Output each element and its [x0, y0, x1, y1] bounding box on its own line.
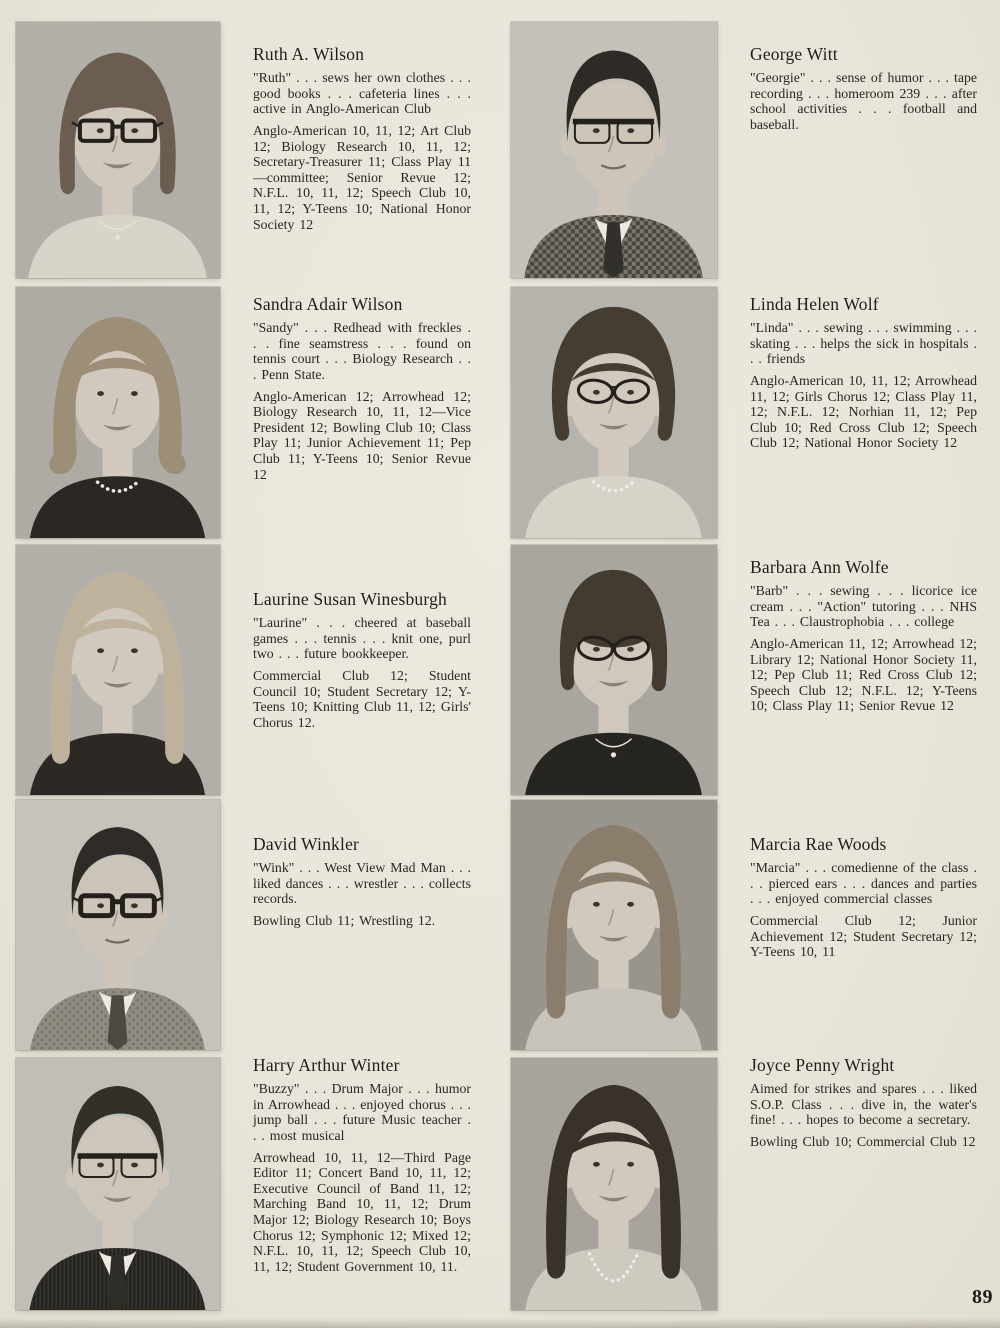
student-name: Laurine Susan Winesburgh [253, 589, 447, 609]
student-quote: Aimed for strikes and spares . . . liked S.O.P. Class . . . dive in, the water's fine! . . . hopes to become a secretary. [750, 1081, 977, 1128]
photo-linda-helen-wolf [511, 287, 717, 538]
student-name: Ruth A. Wilson [253, 44, 365, 64]
student-quote: "Wink" . . . West View Mad Man . . . liked dances . . . wrestler . . . collects records. [253, 860, 471, 907]
student-text-block [253, 295, 471, 482]
student-activities: Arrowhead 10, 11, 12—Third Page Editor 11; Concert Band 10, 11, 12; Executive Council of Band 11, 12; Marching Band 10, 11, 12; Drum Major 12; Biology Research 10; Boys Chorus 12; Symphonic 12; Mixed 12; N.F.L. 10, 11, 12; Speech Club 10, 11, 12; Student Government 10, 11. [253, 1149, 471, 1274]
student-quote: "Sandy" . . . Redhead with freckles . . . fine seamstress . . . found on tennis court . . . Biology Research . . . Penn State. [253, 320, 471, 383]
photo-david-winkler [16, 800, 220, 1050]
photo-joyce-penny-wright [511, 1058, 717, 1310]
student-activities: Commercial Club 12; Student Council 10; Student Secretary 12; Y-Teens 10; Knitting Club 11, 12; Girls' Chorus 12. [253, 668, 471, 730]
student-quote: "Ruth" . . . sews her own clothes . . . good books . . . cafeteria lines . . . active in Anglo-American Club [253, 70, 471, 117]
student-name: David Winkler [253, 834, 360, 854]
student-quote: "Buzzy" . . . Drum Major . . . humor in Arrowhead . . . enjoyed chorus . . . jump ball . . . future Music teacher . . . most musical [253, 1081, 471, 1144]
student-text-block [253, 45, 471, 232]
student-text-block [750, 835, 977, 960]
student-text-block [750, 45, 977, 133]
photo-laurine-susan-winesburgh [16, 545, 220, 795]
photo-marcia-rae-woods [511, 800, 717, 1050]
student-name: Barbara Ann Wolfe [750, 557, 889, 577]
student-activities: Anglo-American 11, 12; Arrowhead 12; Library 12; National Honor Society 11, 12; Pep Club 11; Red Cross Club 12; Speech Club 12; N.F.L. 12; Y-Teens 10; Class Play 11; Senior Revue 12 [750, 636, 977, 714]
photo-barbara-ann-wolfe [511, 545, 717, 795]
student-text-block [750, 558, 977, 714]
student-quote: "Georgie" . . . sense of humor . . . tape recording . . . homeroom 239 . . . after school activities . . . football and baseball. [750, 70, 977, 133]
student-quote: "Marcia" . . . comedienne of the class . . . pierced ears . . . dances and parties . . . enjoyed commercial classes [750, 860, 977, 907]
photo-george-witt [511, 22, 717, 278]
student-name: Joyce Penny Wright [750, 1055, 895, 1075]
student-text-block [253, 590, 471, 730]
student-name: George Witt [750, 44, 838, 64]
student-quote: "Laurine" . . . cheered at baseball games . . . tennis . . . knit one, purl two . . . future bookkeeper. [253, 615, 471, 662]
student-quote: "Linda" . . . sewing . . . swimming . . . skating . . . helps the sick in hospitals . . . friends [750, 320, 977, 367]
student-name: Sandra Adair Wilson [253, 294, 403, 314]
student-text-block [750, 1056, 977, 1150]
student-name: Linda Helen Wolf [750, 294, 879, 314]
student-activities: Commercial Club 12; Junior Achievement 12; Student Secretary 12; Y-Teens 10, 11 [750, 913, 977, 960]
student-activities: Anglo-American 10, 11, 12; Art Club 12; Biology Research 10, 11, 12; Secretary-Treasurer 11; Class Play 11—committee; Senior Revue 12; N.F.L. 10, 11, 12; Speech Club 10, 11, 12; Y-Teens 10; National Honor Society 12 [253, 123, 471, 232]
student-activities: Bowling Club 10; Commercial Club 12 [750, 1134, 976, 1150]
student-activities: Bowling Club 11; Wrestling 12. [253, 913, 436, 929]
student-activities: Anglo-American 10, 11, 12; Arrowhead 11, 12; Girls Chorus 12; Class Play 11, 12; N.F.L. 12; Norhian 11, 12; Pep Club 10; Red Cross Club 12; Speech Club 12; National Honor Society 12 [750, 373, 977, 451]
student-activities: Anglo-American 12; Arrowhead 12; Biology Research 10, 11, 12—Vice President 12; Bowling Club 10; Class Play 11; Junior Achievement 11; Pep Club 11; Y-Teens 10; Senior Revue 12 [253, 388, 471, 482]
student-text-block [253, 835, 471, 929]
page-number: 89 [972, 1286, 993, 1308]
photo-ruth-a-wilson [16, 22, 220, 278]
student-text-block [750, 295, 977, 451]
student-name: Marcia Rae Woods [750, 834, 887, 854]
student-text-block [253, 1056, 471, 1274]
photo-harry-arthur-winter [16, 1058, 220, 1310]
photo-sandra-adair-wilson [16, 287, 220, 538]
student-quote: "Barb" . . . sewing . . . licorice ice cream . . . "Action" tutoring . . . NHS Tea . . . Claustrophobia . . . college [750, 583, 977, 630]
student-name: Harry Arthur Winter [253, 1055, 400, 1075]
